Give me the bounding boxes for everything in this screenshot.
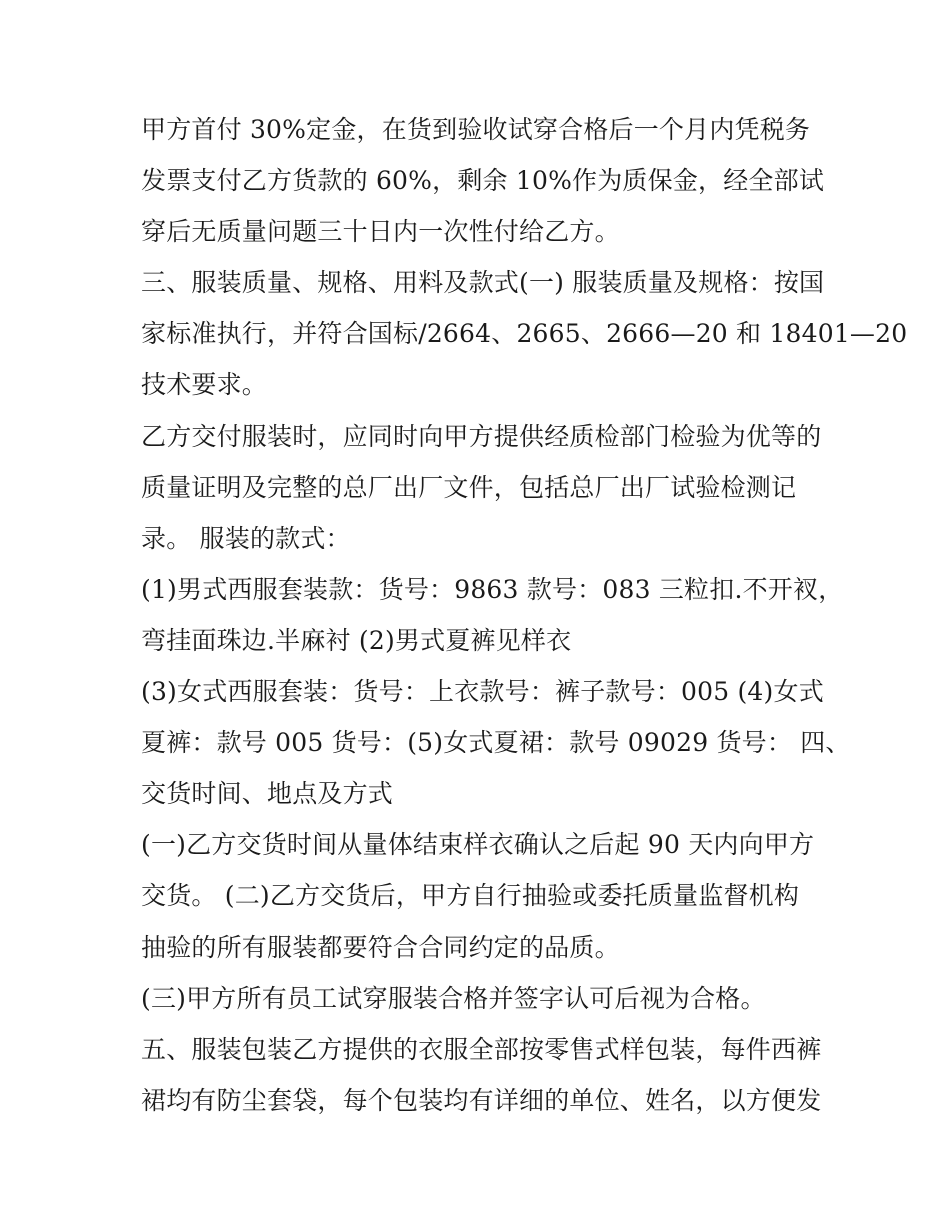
text-line: 录。 服装的款式： [141, 523, 351, 553]
text-line: 发票支付乙方货款的 60%，剩余 10%作为质保金，经全部试 [141, 166, 825, 196]
text-line: 穿后无质量问题三十日内一次性付给乙方。 [141, 217, 620, 247]
text-line: 技术要求。 [141, 370, 268, 400]
document-body [141, 104, 908, 1126]
text-line: 家标准执行，并符合国标/2664、2665、2666—20 和 18401—20 [141, 319, 908, 349]
text-line: 裙均有防尘套袋，每个包装均有详细的单位、姓名，以方便发 [141, 1085, 822, 1115]
text-line: 夏裤：款号 005 货号：(5)女式夏裙：款号 09029 货号： 四、 [141, 728, 851, 758]
text-line: 甲方首付 30%定金，在货到验收试穿合格后一个月内凭税务 [141, 115, 811, 144]
text-line: (1)男式西服套装款：货号：9863 款号：083 三粒扣.不开衩， [141, 574, 844, 604]
text-line: 质量证明及完整的总厂出厂文件，包括总厂出厂试验检测记 [141, 472, 797, 502]
text-line: 弯挂面珠边.半麻衬 (2)男式夏裤见样衣 [141, 625, 572, 655]
text-line: (三)甲方所有员工试穿服装合格并签字认可后视为合格。 [141, 983, 766, 1013]
text-line: 乙方交付服装时，应同时向甲方提供经质检部门检验为优等的 [141, 421, 822, 451]
text-line: 五、服装包装乙方提供的衣服全部按零售式样包装，每件西裤 [141, 1034, 822, 1064]
text-line: 交货时间、地点及方式 [141, 779, 394, 809]
text-line: 三、服装质量、规格、用料及款式(一) 服装质量及规格：按国 [141, 268, 825, 298]
text-line: 抽验的所有服装都要符合合同约定的品质。 [141, 932, 620, 962]
text-line: (3)女式西服套装：货号：上衣款号：裤子款号：005 (4)女式 [141, 677, 824, 707]
text-line: 交货。 (二)乙方交货后，甲方自行抽验或委托质量监督机构 [141, 881, 800, 911]
text-line: (一)乙方交货时间从量体结束样衣确认之后起 90 天内向甲方 [141, 830, 815, 860]
